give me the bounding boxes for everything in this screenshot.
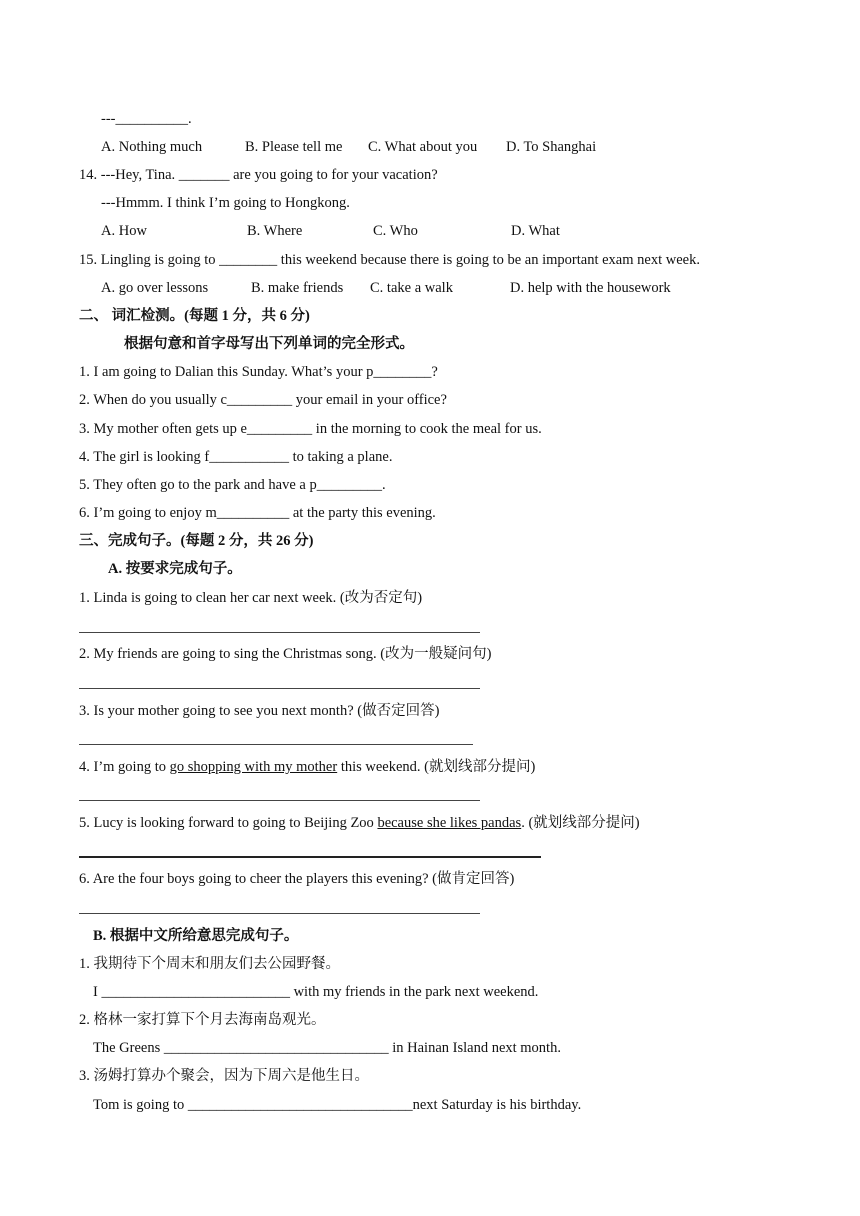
section3-part-b-heading: B. 根据中文所给意思完成句子。 <box>93 928 299 944</box>
section2-heading: 二、 词汇检测。(每题 1 分，共 6 分) <box>79 308 310 324</box>
q15-option-a: A. go over lessons <box>101 280 209 296</box>
vocab-item-6: 6. I’m going to enjoy m__________ at the party this evening. <box>79 505 436 521</box>
vocab-item-5: 5. They often go to the park and have a p_________. <box>79 477 386 493</box>
q15-question: 15. Lingling is going to ________ this weekend because there is going to be an important exam next week. <box>79 252 700 268</box>
q14-question: 14. ---Hey, Tina. _______ are you going to for your vacation? <box>79 167 438 183</box>
rewrite-item-5-post: . (就划线部分提问) <box>521 815 640 831</box>
vocab-item-3: 3. My mother often gets up e_________ in the morning to cook the meal for us. <box>79 421 542 437</box>
rewrite-item-5-underlined: because she likes pandas <box>377 815 522 831</box>
q15-option-b: B. make friends <box>251 280 344 296</box>
q13-option-a: A. Nothing much <box>101 139 203 155</box>
vocab-item-4: 4. The girl is looking f___________ to taking a plane. <box>79 449 393 465</box>
vocab-item-2: 2. When do you usually c_________ your email in your office? <box>79 392 447 408</box>
rewrite-item-4-post: this weekend. (就划线部分提问) <box>337 759 536 775</box>
rewrite-item-5 <box>79 814 640 832</box>
rewrite-item-4 <box>79 758 535 776</box>
q14-option-d: D. What <box>511 223 560 239</box>
answer-line-4 <box>79 800 480 801</box>
q15-option-d: D. help with the housework <box>510 280 671 296</box>
translate-item-2-english: The Greens _______________________________ in Hainan Island next month. <box>93 1040 561 1056</box>
answer-line-6 <box>79 913 480 914</box>
q13-reply: ---__________. <box>101 111 192 127</box>
rewrite-item-5-pre: 5. Lucy is looking forward to going to Beijing Zoo <box>79 815 378 831</box>
q13-option-c: C. What about you <box>368 139 478 155</box>
vocab-item-1: 1. I am going to Dalian this Sunday. What’s your p________? <box>79 364 438 380</box>
answer-line-2 <box>79 688 480 689</box>
translate-item-3-english: Tom is going to _______________________________next Saturday is his birthday. <box>93 1097 582 1113</box>
rewrite-item-6: 6. Are the four boys going to cheer the players this evening? (做肯定回答) <box>79 871 515 887</box>
section2-instruction: 根据句意和首字母写出下列单词的完全形式。 <box>124 336 414 352</box>
rewrite-item-4-pre: 4. I’m going to <box>79 759 170 775</box>
rewrite-item-3: 3. Is your mother going to see you next month? (做否定回答) <box>79 703 440 719</box>
rewrite-item-2: 2. My friends are going to sing the Christmas song. (改为一般疑问句) <box>79 646 492 662</box>
q14-option-a: A. How <box>101 223 147 239</box>
translate-item-1-english: I __________________________ with my friends in the park next weekend. <box>93 984 539 1000</box>
q14-option-b: B. Where <box>247 223 303 239</box>
section3-part-a-heading: A. 按要求完成句子。 <box>108 561 242 577</box>
q13-option-d: D. To Shanghai <box>506 139 597 155</box>
q14-option-c: C. Who <box>373 223 418 239</box>
rewrite-item-4-underlined: go shopping with my mother <box>169 759 338 775</box>
translate-item-3-chinese: 3. 汤姆打算办个聚会，因为下周六是他生日。 <box>79 1068 369 1084</box>
answer-line-5 <box>79 856 541 858</box>
answer-line-3 <box>79 744 473 745</box>
section3-heading: 三、完成句子。(每题 2 分，共 26 分) <box>79 533 314 549</box>
q13-option-b: B. Please tell me <box>245 139 343 155</box>
rewrite-item-1: 1. Linda is going to clean her car next week. (改为否定句) <box>79 590 423 606</box>
q15-option-c: C. take a walk <box>370 280 453 296</box>
translate-item-1-chinese: 1. 我期待下个周末和朋友们去公园野餐。 <box>79 956 340 972</box>
answer-line-1 <box>79 632 480 633</box>
q14-reply: ---Hmmm. I think I’m going to Hongkong. <box>101 195 350 211</box>
translate-item-2-chinese: 2. 格林一家打算下个月去海南岛观光。 <box>79 1012 326 1028</box>
